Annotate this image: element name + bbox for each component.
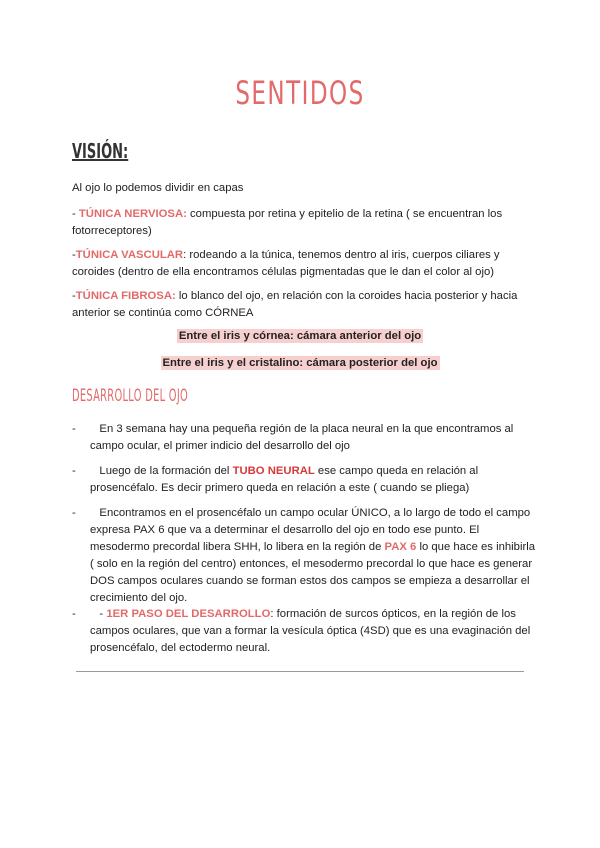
primer-paso-term: 1ER PASO DEL DESARROLLO bbox=[106, 608, 271, 620]
layer-prefix: - bbox=[72, 208, 79, 220]
layer-fibrosa bbox=[72, 288, 532, 322]
horizontal-divider bbox=[76, 671, 524, 672]
highlight-camara-anterior bbox=[0, 330, 600, 342]
layer-term: TÚNICA VASCULAR bbox=[75, 249, 184, 261]
layer-text: : rodeando a la túnica, tenemos dentro al iris, cuerpos ciliares y coroides (dentro de ella encontramos células pigmentadas que le dan el color al ojo) bbox=[72, 249, 500, 278]
vision-heading: VISIÓN: bbox=[72, 139, 129, 163]
highlight-text: Entre el iris y el cristalino: cámara posterior del ojo bbox=[162, 357, 438, 369]
list-item bbox=[72, 505, 537, 607]
vision-intro: Al ojo lo podemos dividir en capas bbox=[72, 182, 244, 194]
layer-text: lo blanco del ojo, en relación con la coroides hacia posterior y hacia anterior se continúa como CÓRNEA bbox=[72, 290, 518, 319]
tubo-neural-term: TUBO NEURAL bbox=[232, 465, 315, 477]
highlight-text: Entre el iris y córnea: cámara anterior del ojo bbox=[178, 330, 422, 342]
pax6-term: PAX 6 bbox=[384, 541, 417, 553]
layer-nerviosa bbox=[72, 206, 532, 240]
layer-prefix: - bbox=[72, 290, 76, 302]
bullet-dash: - bbox=[72, 423, 76, 435]
list-item-text: - 1ER PASO DEL DESARROLLO: formación de surcos ópticos, en la región de los campos oculares, que van a formar la vesícula óptica (4SD) que es una evaginación del prosencéfalo, del ectodermo neural. bbox=[90, 608, 531, 654]
list-item-text: Encontramos en el prosencéfalo un campo ocular ÚNICO, a lo largo de todo el campo expresa PAX 6 que va a determinar el desarrollo del ojo en todo ese punto. El mesodermo precordal libera SHH, lo libera en la región de PAX 6 lo que hace es inhibirla ( solo en la región del centro) entonces, el mesodermo precordal lo que hace es generar DOS campos oculares cuando se forman estos dos campos se empieza a desarrollar el crecimiento del ojo. bbox=[90, 507, 536, 604]
list-item bbox=[72, 421, 537, 455]
layer-term: TÚNICA NERVIOSA: bbox=[78, 208, 187, 220]
list-item-text: En 3 semana hay una pequeña región de la placa neural en la que encontramos al campo ocular, el primer indicio del desarrollo del ojo bbox=[90, 423, 514, 452]
bullet-dash: - bbox=[72, 465, 76, 477]
desarrollo-heading: DESARROLLO DEL OJO bbox=[72, 386, 189, 406]
bullet-dash: - bbox=[72, 608, 76, 620]
list-item-text: Luego de la formación del TUBO NEURAL ese campo queda en relación al prosencéfalo. Es decir primero queda en relación a este ( cuando se pliega) bbox=[90, 465, 479, 494]
list-item bbox=[72, 606, 537, 657]
page-title: SENTIDOS bbox=[235, 74, 365, 112]
layer-term: TÚNICA FIBROSA: bbox=[75, 290, 176, 302]
layer-prefix: - bbox=[72, 249, 76, 261]
layer-text: compuesta por retina y epitelio de la retina ( se encuentran los fotorreceptores) bbox=[72, 208, 503, 237]
layer-vascular bbox=[72, 247, 532, 281]
list-item bbox=[72, 463, 537, 497]
bullet-dash: - bbox=[72, 507, 76, 519]
highlight-camara-posterior bbox=[0, 357, 600, 369]
